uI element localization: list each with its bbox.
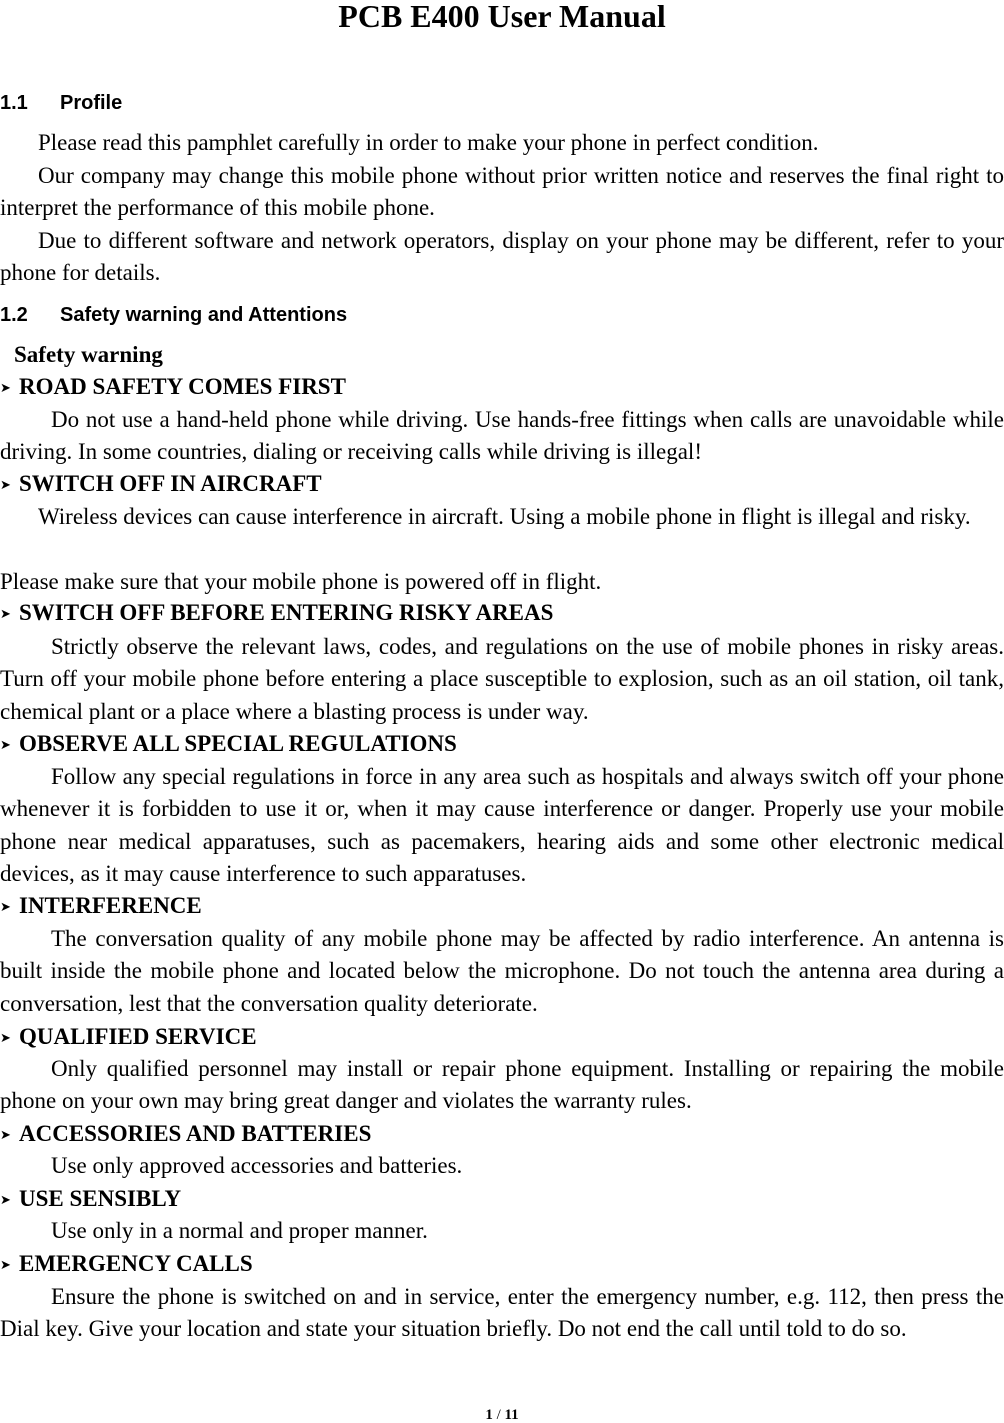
page-number <box>0 1407 1004 1423</box>
warning-text-interference: The conversation quality of any mobile phone may be affected by radio interference. An antenna is built inside the mobile phone and located below the microphone. Do not touch the antenna area during a conversation, lest that the conversation quality deteriorate. <box>0 926 1004 1016</box>
warning-text-accessories: Use only approved accessories and batteries. <box>51 1153 463 1178</box>
page-title: PCB E400 User Manual <box>338 0 666 34</box>
section-heading-profile <box>0 90 122 116</box>
section-heading-safety <box>0 302 347 328</box>
warning-text-aircraft-2: Please make sure that your mobile phone is powered off in flight. <box>0 569 602 594</box>
safety-warning-subheading: Safety warning <box>14 342 163 367</box>
profile-paragraph-2: Our company may change this mobile phone without prior written notice and reserves the final right to interpret the performance of this mobile phone. <box>0 163 1004 221</box>
warning-heading-accessories: ➤ ACCESSORIES AND BATTERIES <box>0 1118 371 1152</box>
section-number: 1.1 <box>0 92 28 114</box>
warning-text-emergency: Ensure the phone is switched on and in service, enter the emergency number, e.g. 112, then press the Dial key. Give your location and state your situation briefly. Do not end the call until told to do so. <box>0 1284 1004 1342</box>
arrow-bullet-icon: ➤ <box>0 1193 11 1208</box>
profile-paragraph-3: Due to different software and network operators, display on your phone may be different, refer to your phone for details. <box>0 228 1004 286</box>
section-title: Profile <box>60 92 123 114</box>
arrow-bullet-icon: ➤ <box>0 738 11 753</box>
warning-heading-use-sensibly: ➤ USE SENSIBLY <box>0 1183 181 1217</box>
section-number: 1.2 <box>0 304 28 326</box>
warning-heading-regulations: ➤ OBSERVE ALL SPECIAL REGULATIONS <box>0 728 457 762</box>
arrow-bullet-icon: ➤ <box>0 1258 11 1273</box>
warning-text-risky-areas: Strictly observe the relevant laws, codes, and regulations on the use of mobile phones in risky areas. Turn off your mobile phone before entering a place susceptible to explosion, such as an oil station, oil tank, chemical plant or a place where a blasting process is under way. <box>0 634 1004 724</box>
warning-heading-aircraft: ➤ SWITCH OFF IN AIRCRAFT <box>0 468 322 502</box>
total-pages: 11 <box>504 1407 519 1423</box>
warning-text-use-sensibly: Use only in a normal and proper manner. <box>51 1218 428 1243</box>
section-title: Safety warning and Attentions <box>60 304 348 326</box>
current-page: 1 <box>485 1407 493 1423</box>
warning-text-aircraft: Wireless devices can cause interference in aircraft. Using a mobile phone in flight is illegal and risky. <box>38 504 971 529</box>
arrow-bullet-icon: ➤ <box>0 478 11 493</box>
warning-heading-risky-areas: ➤ SWITCH OFF BEFORE ENTERING RISKY AREAS <box>0 597 553 631</box>
warning-text-qualified-service: Only qualified personnel may install or repair phone equipment. Installing or repairing the mobile phone on your own may bring great danger and violates the warranty rules. <box>0 1056 1004 1114</box>
warning-heading-interference: ➤ INTERFERENCE <box>0 890 202 924</box>
warning-text-regulations: Follow any special regulations in force in any area such as hospitals and always switch off your phone whenever it is forbidden to use it or, when it may cause interference or danger. Properly use your mobile phone near medical apparatuses, such as pacemakers, hearing aids and some other electronic medical devices, as it may cause interference to such apparatuses. <box>0 764 1004 887</box>
warning-heading-emergency: ➤ EMERGENCY CALLS <box>0 1248 253 1282</box>
warning-text-road-safety: Do not use a hand-held phone while driving. Use hands-free fittings when calls are unavoidable while driving. In some countries, dialing or receiving calls while driving is illegal! <box>0 407 1004 465</box>
arrow-bullet-icon: ➤ <box>0 381 11 396</box>
warning-heading-road-safety: ➤ ROAD SAFETY COMES FIRST <box>0 371 346 405</box>
arrow-bullet-icon: ➤ <box>0 1031 11 1046</box>
page-separator: / <box>492 1407 505 1423</box>
arrow-bullet-icon: ➤ <box>0 607 11 622</box>
arrow-bullet-icon: ➤ <box>0 1128 11 1143</box>
warning-heading-qualified-service: ➤ QUALIFIED SERVICE <box>0 1021 257 1055</box>
arrow-bullet-icon: ➤ <box>0 900 11 915</box>
profile-paragraph-1: Please read this pamphlet carefully in order to make your phone in perfect condition. <box>38 130 819 155</box>
